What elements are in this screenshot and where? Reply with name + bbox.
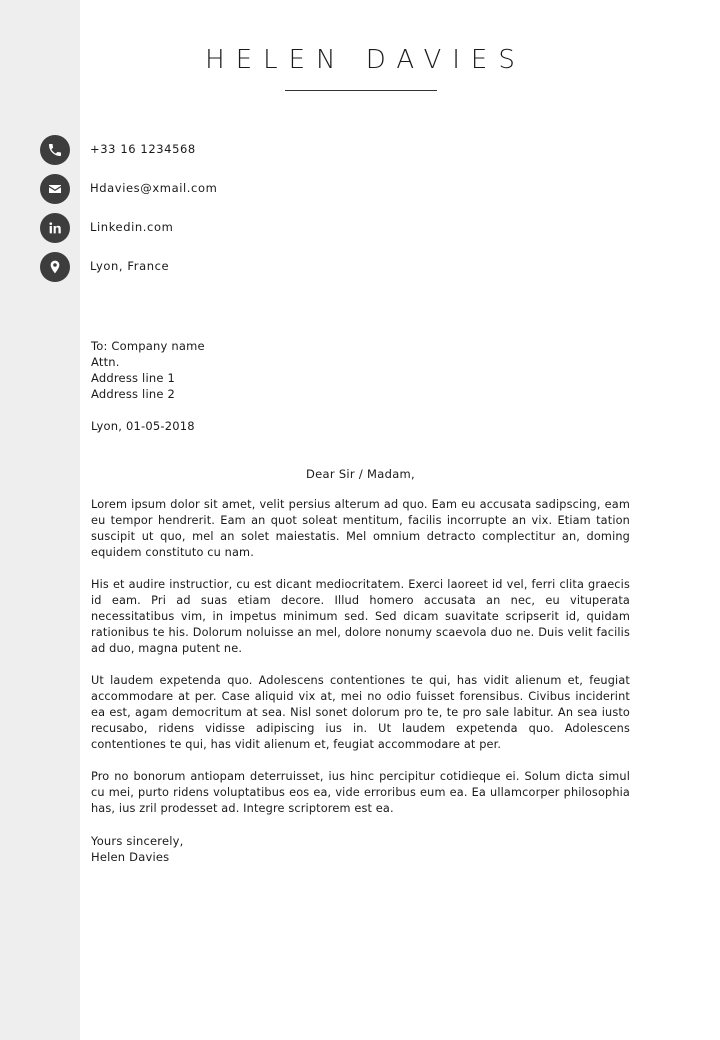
body-paragraph-1: Lorem ipsum dolor sit amet, velit persius alterum ad quo. Eam eu accusata sadipscing, eam eu tempor hendrerit. Eam an quot soleat mentitum, facilis incorrupte an vix. Etiam tation suscipit ut quo, mel an solet maiestatis. Mel omnium detracto complectitur an, doming equidem constituto cu nam. xyxy=(91,498,630,559)
envelope-icon xyxy=(40,174,70,204)
body-paragraph-3: Ut laudem expetenda quo. Adolescens contentiones te qui, has vidit alienum et, feugiat accommodare at per. Case aliquid vix at, mei no odio fuisset forensibus. Civibus inciderint ea est, agam democritum at sea. Nisl sonet dolorum pro te, te pro sale labitur. An sea iusto recusabo, ridens vidisse adipiscing ius in. Ut laudem expetenda quo. Adolescens contentiones te qui, has vidit alienum et, feugiat accommodare at per. xyxy=(91,674,630,751)
contact-location-text: Lyon, France xyxy=(90,259,170,273)
map-pin-icon xyxy=(40,252,70,282)
contact-phone-row xyxy=(40,135,640,165)
contact-email-text: Hdavies@xmail.com xyxy=(90,181,218,195)
body-paragraph-4: Pro no bonorum antiopam deterruisset, ius hinc percipitur cotidieque ei. Solum dicta simul cu mei, purto ridens voluptatibus eos ea, vide erroribus eum ea. Ea ullamcorper philosophia has, ius zril prodesset ad. Integre scriptorem est ea. xyxy=(91,770,630,815)
contact-linkedin-text: Linkedin.com xyxy=(90,220,174,234)
recipient-address-line-1: Address line 1 xyxy=(91,371,175,385)
body-paragraph-2: His et audire instructior, cu est dicant mediocritatem. Exerci laoreet id vel, ferri clita graecis id eam. Pri ad suas etiam decore. Illud homero accusata an nec, eu vituperata necessitatibus vim, in impetus minimum sed. Sed dicam suavitate scripserit id, quidam rationibus te his. Dolorum noluisse an mel, dolore nonumy scaevola duo ne. Duis velit facilis ad duo, magna putent ne. xyxy=(91,578,630,655)
recipient-address-block xyxy=(91,338,630,402)
closing-phrase: Yours sincerely, xyxy=(91,834,184,848)
signature-name: Helen Davies xyxy=(91,850,170,864)
recipient-attn: Attn. xyxy=(91,355,120,369)
salutation: Dear Sir / Madam, xyxy=(305,467,416,481)
applicant-name: HELEN DAVIES xyxy=(205,45,526,75)
contact-linkedin-row xyxy=(40,213,640,243)
date-line xyxy=(91,418,630,434)
recipient-address-line-2: Address line 2 xyxy=(91,387,175,401)
contact-phone-text: +33 16 1234568 xyxy=(90,142,196,156)
contact-email-row xyxy=(40,174,640,204)
phone-icon xyxy=(40,135,70,165)
recipient-company: To: Company name xyxy=(91,339,205,353)
place-and-date: Lyon, 01-05-2018 xyxy=(91,419,195,433)
name-underline-divider xyxy=(285,90,437,91)
linkedin-icon xyxy=(40,213,70,243)
contact-location-row xyxy=(40,252,640,282)
closing-block xyxy=(91,833,630,865)
